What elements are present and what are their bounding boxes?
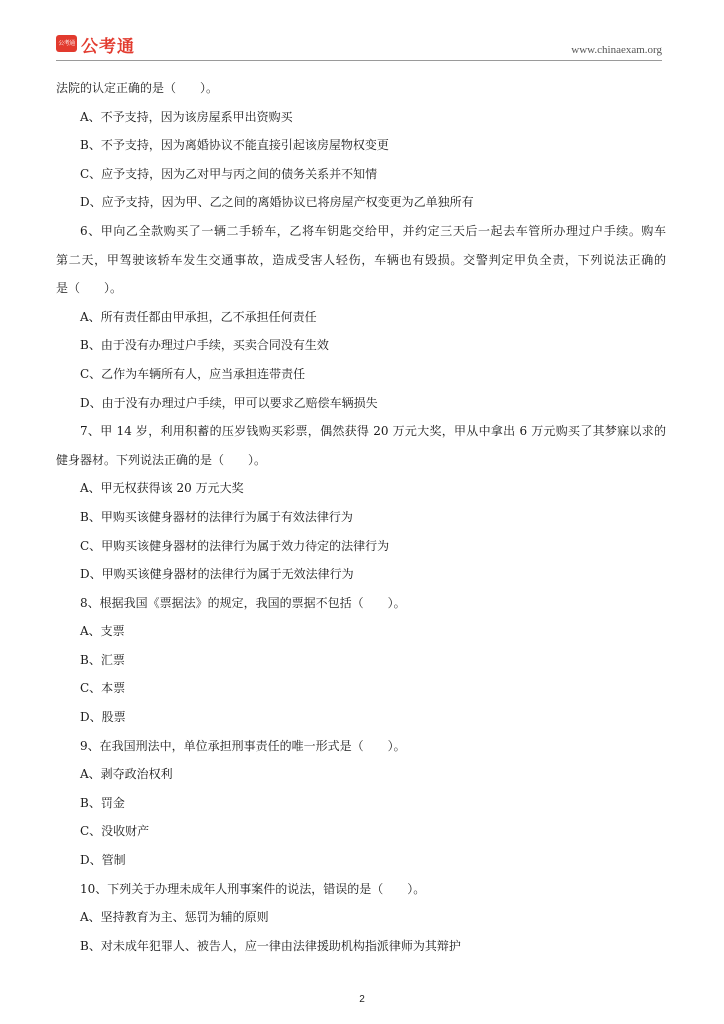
- text-line: A、甲无权获得该 20 万元大奖: [80, 481, 244, 496]
- text-line: D、由于没有办理过户手续，甲可以要求乙赔偿车辆损失: [80, 395, 378, 410]
- text-line: 是（ ）。: [56, 281, 123, 296]
- text-line: A、坚持教育为主、惩罚为辅的原则: [80, 910, 269, 925]
- text-line: C、甲购买该健身器材的法律行为属于效力待定的法律行为: [80, 538, 390, 553]
- text-line: A、不予支持，因为该房屋系甲出资购买: [80, 109, 293, 124]
- text-line: 法院的认定正确的是（ ）。: [56, 81, 219, 95]
- text-line: 7、甲 14 岁，利用积蓄的压岁钱购买彩票，偶然获得 20 万元大奖，甲从中拿出 6 万元购买了其梦寐以求的: [80, 424, 666, 439]
- text-line: 10、下列关于办理未成年人刑事案件的说法，错误的是（ ）。: [80, 881, 426, 896]
- text-line: B、对未成年犯罪人、被告人，应一律由法律援助机构指派律师为其辩护: [80, 938, 461, 953]
- text-line: 健身器材。下列说法正确的是（ ）。: [56, 452, 267, 467]
- text-line: D、管制: [80, 853, 126, 868]
- text-line: B、不予支持，因为离婚协议不能直接引起该房屋物权变更: [80, 138, 389, 153]
- document-body: [56, 74, 666, 960]
- text-line: 第二天，甲驾驶该轿车发生交通事故，造成受害人轻伤，车辆也有毁损。交警判定甲负全责，下列说法正确的: [56, 252, 666, 267]
- text-line: A、所有责任都由甲承担，乙不承担任何责任: [80, 309, 317, 324]
- logo-badge: 公考通: [56, 35, 77, 52]
- text-line: B、甲购买该健身器材的法律行为属于有效法律行为: [80, 509, 353, 524]
- text-line: 6、甲向乙全款购买了一辆二手轿车，乙将车钥匙交给甲，并约定三天后一起去车管所办理过户手续。购车: [80, 223, 666, 238]
- logo-text: 公考通: [81, 37, 135, 57]
- text-line: D、股票: [80, 710, 126, 725]
- text-line: A、支票: [80, 624, 125, 639]
- text-line: B、由于没有办理过户手续，买卖合同没有生效: [80, 338, 329, 353]
- header-divider: [56, 60, 662, 61]
- text-line: B、汇票: [80, 652, 125, 667]
- text-line: 8、根据我国《票据法》的规定，我国的票据不包括（ ）。: [80, 595, 406, 610]
- text-line: B、罚金: [80, 795, 125, 810]
- text-line: D、应予支持，因为甲、乙之间的离婚协议已将房屋产权变更为乙单独所有: [80, 195, 474, 210]
- page-header: [56, 34, 662, 58]
- page-number: 2: [359, 994, 365, 1005]
- text-line: D、甲购买该健身器材的法律行为属于无效法律行为: [80, 567, 354, 582]
- text-line: A、剥夺政治权利: [80, 767, 173, 782]
- text-line: C、乙作为车辆所有人，应当承担连带责任: [80, 366, 306, 381]
- text-line: C、没收财产: [80, 824, 150, 839]
- text-line: C、应予支持，因为乙对甲与丙之间的债务关系并不知情: [80, 166, 378, 181]
- text-line: C、本票: [80, 681, 126, 696]
- site-url: www.chinaexam.org: [571, 44, 662, 56]
- text-line: 9、在我国刑法中，单位承担刑事责任的唯一形式是（ ）。: [80, 738, 406, 753]
